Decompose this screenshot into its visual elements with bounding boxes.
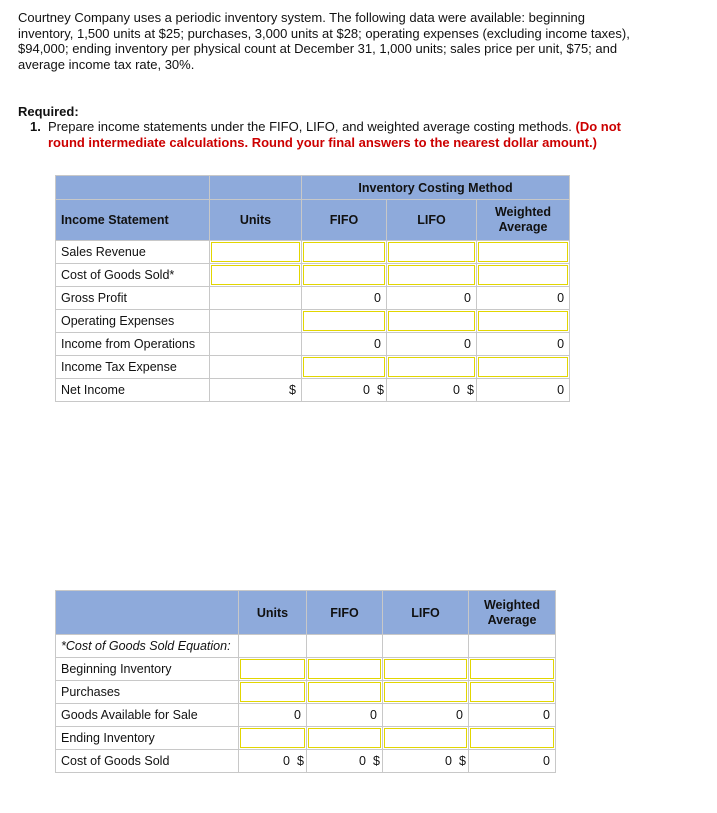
income-statement-table xyxy=(55,175,570,402)
table-row xyxy=(56,333,570,356)
gross-profit-fifo: 0 xyxy=(302,287,387,310)
table-row xyxy=(56,658,556,681)
cogs-fifo-value: 0 xyxy=(359,754,366,768)
inventory-costing-method-header: Inventory Costing Method xyxy=(302,176,570,200)
problem-line: $94,000; ending inventory per physical count at December 31, 1,000 units; sales price per unit, $75; and xyxy=(18,41,618,56)
sales-revenue-fifo-input[interactable] xyxy=(302,241,387,264)
problem-line: average income tax rate, 30%. xyxy=(18,56,195,72)
fifo-header: FIFO xyxy=(302,200,387,241)
net-income-lifo-value: 0 xyxy=(453,383,460,397)
operating-expenses-lifo-input[interactable] xyxy=(387,310,477,333)
units-header: Units xyxy=(239,591,307,635)
goods-available-units: 0 xyxy=(239,704,307,727)
table-row xyxy=(56,241,570,264)
purchases-weighted-input[interactable] xyxy=(469,681,556,704)
income-ops-lifo: 0 xyxy=(387,333,477,356)
net-income-lifo xyxy=(387,379,477,402)
lifo-header: LIFO xyxy=(387,200,477,241)
table-row xyxy=(56,727,556,750)
ending-inventory-weighted-input[interactable] xyxy=(469,727,556,750)
table-row xyxy=(56,379,570,402)
cogs-fifo xyxy=(307,750,383,773)
required-item-note: (Do not xyxy=(575,119,621,134)
currency-symbol: $ xyxy=(459,754,466,768)
row-label-cogs: Cost of Goods Sold* xyxy=(56,264,210,287)
cogs-weighted-input[interactable] xyxy=(477,264,570,287)
row-label-income-tax-expense: Income Tax Expense xyxy=(56,356,210,379)
cogs-weighted xyxy=(469,750,556,773)
table-row xyxy=(56,264,570,287)
operating-expenses-weighted-input[interactable] xyxy=(477,310,570,333)
net-income-fifo xyxy=(302,379,387,402)
blank-cell xyxy=(383,635,469,658)
table-row xyxy=(56,704,556,727)
cogs-equation-table xyxy=(55,590,556,773)
cogs-fifo-input[interactable] xyxy=(302,264,387,287)
cogs-units xyxy=(239,750,307,773)
weighted-average-header: Weighted Average xyxy=(477,200,570,241)
beginning-inventory-units-input[interactable] xyxy=(239,658,307,681)
income-ops-units xyxy=(210,333,302,356)
currency-symbol: $ xyxy=(297,754,304,768)
beginning-inventory-weighted-input[interactable] xyxy=(469,658,556,681)
net-income-fifo-value: 0 xyxy=(363,383,370,397)
currency-symbol: $ xyxy=(289,383,296,397)
row-label-cost-of-goods-sold: Cost of Goods Sold xyxy=(56,750,239,773)
sales-revenue-weighted-input[interactable] xyxy=(477,241,570,264)
purchases-units-input[interactable] xyxy=(239,681,307,704)
income-statement-header: Income Statement xyxy=(56,200,210,241)
required-heading: Required: xyxy=(18,104,79,119)
cogs-lifo-value: 0 xyxy=(445,754,452,768)
income-ops-fifo: 0 xyxy=(302,333,387,356)
gross-profit-units xyxy=(210,287,302,310)
table-row xyxy=(56,310,570,333)
sales-revenue-lifo-input[interactable] xyxy=(387,241,477,264)
blank-cell xyxy=(307,635,383,658)
goods-available-fifo: 0 xyxy=(307,704,383,727)
problem-statement xyxy=(18,10,648,72)
currency-symbol: $ xyxy=(377,383,384,397)
row-label-beginning-inventory: Beginning Inventory xyxy=(56,658,239,681)
problem-line: Courtney Company uses a periodic inventory system. The following data were available: beginning xyxy=(18,10,586,25)
ending-inventory-fifo-input[interactable] xyxy=(307,727,383,750)
gross-profit-weighted: 0 xyxy=(477,287,570,310)
sales-revenue-units-input[interactable] xyxy=(210,241,302,264)
gross-profit-lifo: 0 xyxy=(387,287,477,310)
table-row xyxy=(56,681,556,704)
operating-expenses-fifo-input[interactable] xyxy=(302,310,387,333)
ending-inventory-lifo-input[interactable] xyxy=(383,727,469,750)
blank-cell xyxy=(239,635,307,658)
currency-symbol: $ xyxy=(373,754,380,768)
header-blank xyxy=(56,176,210,200)
row-label-goods-available: Goods Available for Sale xyxy=(56,704,239,727)
beginning-inventory-fifo-input[interactable] xyxy=(307,658,383,681)
purchases-fifo-input[interactable] xyxy=(307,681,383,704)
tax-expense-units xyxy=(210,356,302,379)
ending-inventory-units-input[interactable] xyxy=(239,727,307,750)
net-income-weighted xyxy=(477,379,570,402)
tax-expense-weighted-input[interactable] xyxy=(477,356,570,379)
goods-available-weighted: 0 xyxy=(469,704,556,727)
row-label-sales-revenue: Sales Revenue xyxy=(56,241,210,264)
required-item xyxy=(30,119,670,150)
required-item-note-cont: round intermediate calculations. Round your final answers to the nearest dollar amount.) xyxy=(48,134,597,150)
cogs-units-value: 0 xyxy=(283,754,290,768)
cogs-lifo-input[interactable] xyxy=(387,264,477,287)
weighted-average-header: Weighted Average xyxy=(469,591,556,635)
row-label-operating-expenses: Operating Expenses xyxy=(56,310,210,333)
row-label-income-from-operations: Income from Operations xyxy=(56,333,210,356)
beginning-inventory-lifo-input[interactable] xyxy=(383,658,469,681)
goods-available-lifo: 0 xyxy=(383,704,469,727)
row-label-gross-profit: Gross Profit xyxy=(56,287,210,310)
cogs-equation-label: *Cost of Goods Sold Equation: xyxy=(56,635,239,658)
table-row xyxy=(56,287,570,310)
fifo-header: FIFO xyxy=(307,591,383,635)
income-ops-weighted: 0 xyxy=(477,333,570,356)
tax-expense-fifo-input[interactable] xyxy=(302,356,387,379)
blank-cell xyxy=(469,635,556,658)
cogs-lifo xyxy=(383,750,469,773)
cogs-weighted-value: 0 xyxy=(543,754,550,768)
row-label-ending-inventory: Ending Inventory xyxy=(56,727,239,750)
row-label-purchases: Purchases xyxy=(56,681,239,704)
problem-line: inventory, 1,500 units at $25; purchases, 3,000 units at $28; operating expenses (excluding income taxes), xyxy=(18,25,630,41)
row-label-net-income: Net Income xyxy=(56,379,210,402)
cogs-units-input[interactable] xyxy=(210,264,302,287)
table-row xyxy=(56,356,570,379)
net-income-units xyxy=(210,379,302,402)
required-item-text: Prepare income statements under the FIFO, LIFO, and weighted average costing methods. xyxy=(48,119,572,134)
tax-expense-lifo-input[interactable] xyxy=(387,356,477,379)
units-header: Units xyxy=(210,200,302,241)
currency-symbol: $ xyxy=(467,383,474,397)
lifo-header: LIFO xyxy=(383,591,469,635)
header-blank xyxy=(56,591,239,635)
required-item-number: 1. xyxy=(30,119,41,134)
purchases-lifo-input[interactable] xyxy=(383,681,469,704)
table-row xyxy=(56,750,556,773)
header-blank xyxy=(210,176,302,200)
net-income-weighted-value: 0 xyxy=(557,383,565,397)
operating-expenses-units xyxy=(210,310,302,333)
